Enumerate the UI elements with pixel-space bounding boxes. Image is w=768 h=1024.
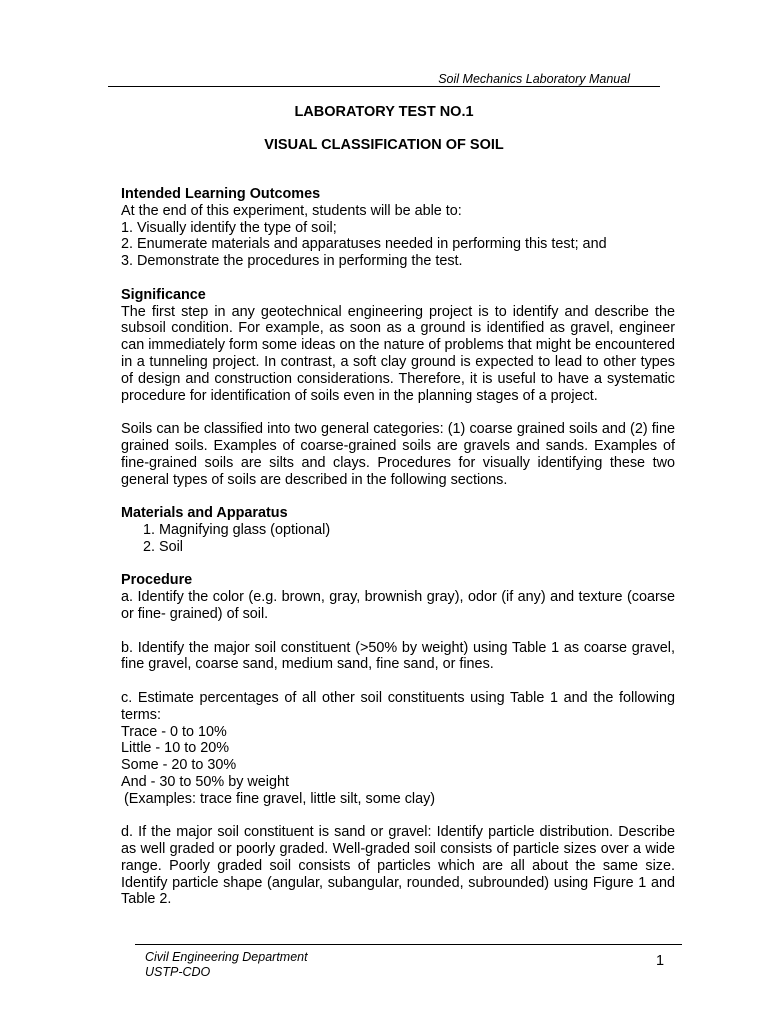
outcome-item: 2. Enumerate materials and apparatuses needed in performing this test; and	[121, 236, 607, 253]
procedure-examples: (Examples: trace fine gravel, little silt, some clay)	[124, 790, 436, 807]
test-name-title: VISUAL CLASSIFICATION OF SOIL	[264, 137, 504, 153]
outcomes-heading: Intended Learning Outcomes	[121, 186, 321, 202]
page-header	[108, 70, 660, 88]
footer-institution: USTP-CDO	[145, 965, 211, 979]
significance-paragraph-1: The first step in any geotechnical engineering project is to identify and describe the subsoil condition. For example, as soon as a ground is identified as gravel, engineer can immediately form some ideas on the nature of problems that might be encountered in a tunneling project. In contrast, a soft clay ground is expected to lead to other types of design and construction considerations. Therefore, it is useful to have a systematic procedure for identification of soils even in the planning stages of a project.	[121, 303, 675, 404]
outcomes-intro: At the end of this experiment, students will be able to:	[121, 202, 462, 219]
document-body	[121, 186, 675, 908]
footer-rule	[135, 944, 682, 945]
procedure-step-b: b. Identify the major soil constituent (>50% by weight) using Table 1 as coarse gravel, fine gravel, coarse sand, medium sand, fine sand, or fines.	[121, 639, 675, 673]
page-footer	[145, 950, 308, 980]
significance-heading: Significance	[121, 286, 206, 303]
procedure-heading: Procedure	[121, 572, 193, 589]
significance-paragraph-2: Soils can be classified into two general categories: (1) coarse grained soils and (2) fine grained soils. Examples of coarse-grained soils are gravels and sands. Examples of fine-grained soils are silts and clays. Procedures for visually identifying these two general types of soils are described in the following sections.	[121, 421, 675, 488]
outcome-item: 3. Demonstrate the procedures in performing the test.	[121, 253, 463, 270]
procedure-step-c: c. Estimate percentages of all other soil constituents using Table 1 and the following terms:	[121, 689, 675, 723]
test-number-title: LABORATORY TEST NO.1	[294, 104, 474, 120]
header-rule	[108, 86, 660, 87]
procedure-step-d: d. If the major soil constituent is sand or gravel: Identify particle distribution. Describe as well graded or poorly graded. Well-graded soil consists of particle sizes over a wide range. Poorly graded soil consists of particles which are all about the same size. Identify particle shape (angular, subangular, rounded, subrounded) using Figure 1 and Table 2.	[121, 824, 675, 908]
page-number: 1	[656, 953, 665, 969]
outcome-item: 1. Visually identify the type of soil;	[121, 219, 337, 236]
materials-heading: Materials and Apparatus	[121, 505, 288, 522]
materials-item: 2. Soil	[143, 538, 183, 555]
footer-department: Civil Engineering Department	[145, 950, 308, 964]
procedure-term: And - 30 to 50% by weight	[121, 773, 289, 790]
procedure-term: Some - 20 to 30%	[121, 757, 237, 774]
procedure-term: Trace - 0 to 10%	[121, 723, 227, 740]
materials-item: 1. Magnifying glass (optional)	[143, 521, 331, 538]
procedure-step-a: a. Identify the color (e.g. brown, gray, brownish gray), odor (if any) and texture (coarse or fine- grained) of soil.	[121, 589, 675, 622]
manual-title: Soil Mechanics Laboratory Manual	[438, 72, 630, 86]
procedure-term: Little - 10 to 20%	[121, 740, 229, 757]
